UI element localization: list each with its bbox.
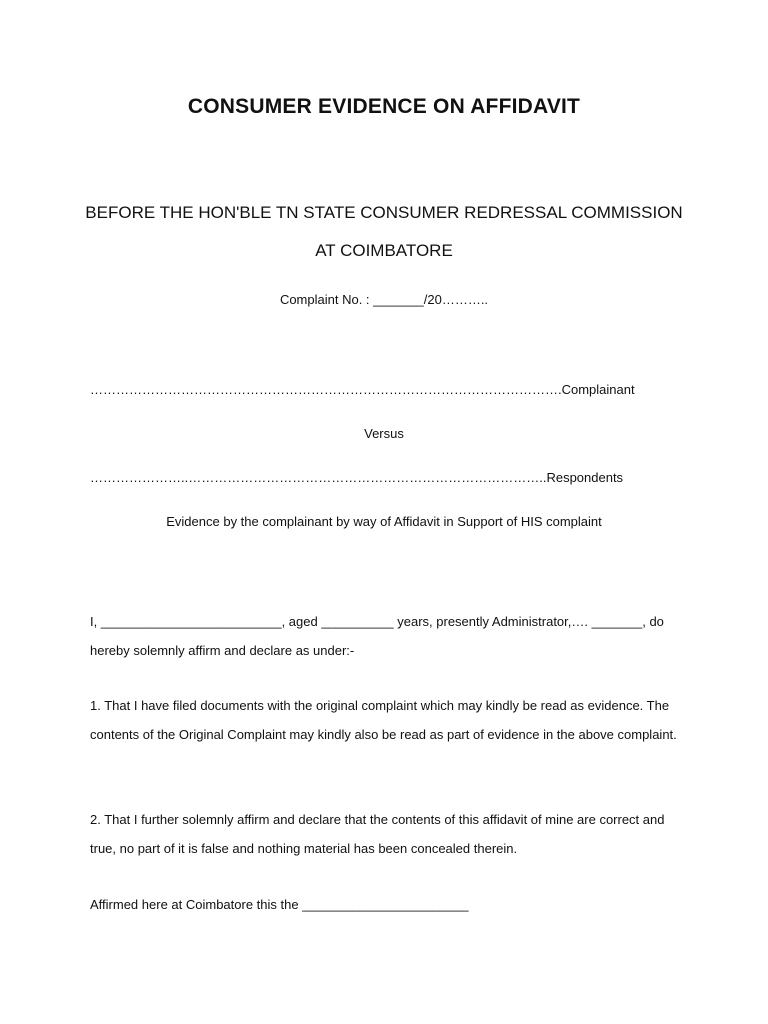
affirmed-line: Affirmed here at Coimbatore this the _______________________: [90, 897, 469, 912]
complaint-number: Complaint No. : _______/20………..: [279, 292, 489, 307]
document-title: CONSUMER EVIDENCE ON AFFIDAVIT: [187, 95, 581, 118]
versus-label: Versus: [364, 426, 404, 441]
respondents-line: …………………..………………………………………………………………………..Respondents: [90, 470, 624, 485]
paragraph-2: 2. That I further solemnly affirm and declare that the contents of this affidavit of mine are correct and true, no part of it is false and nothing material has been concealed therein.: [90, 812, 665, 856]
intro-paragraph: I, _________________________, aged __________ years, presently Administrator,…. _______, do hereby solemnly affirm and declare as under:-: [90, 614, 664, 658]
court-name-line-2: AT COIMBATORE: [315, 241, 453, 260]
paragraph-1: 1. That I have filed documents with the original complaint which may kindly be read as evidence. The contents of the Original Complaint may kindly also be read as part of evidence in the above complaint.: [90, 698, 677, 742]
court-name-line-1: BEFORE THE HON'BLE TN STATE CONSUMER REDRESSAL COMMISSION: [85, 203, 683, 222]
complainant-line: ……………………………………………………………………………………………….Complainant: [90, 382, 635, 397]
evidence-heading: Evidence by the complainant by way of Affidavit in Support of HIS complaint: [166, 514, 602, 529]
